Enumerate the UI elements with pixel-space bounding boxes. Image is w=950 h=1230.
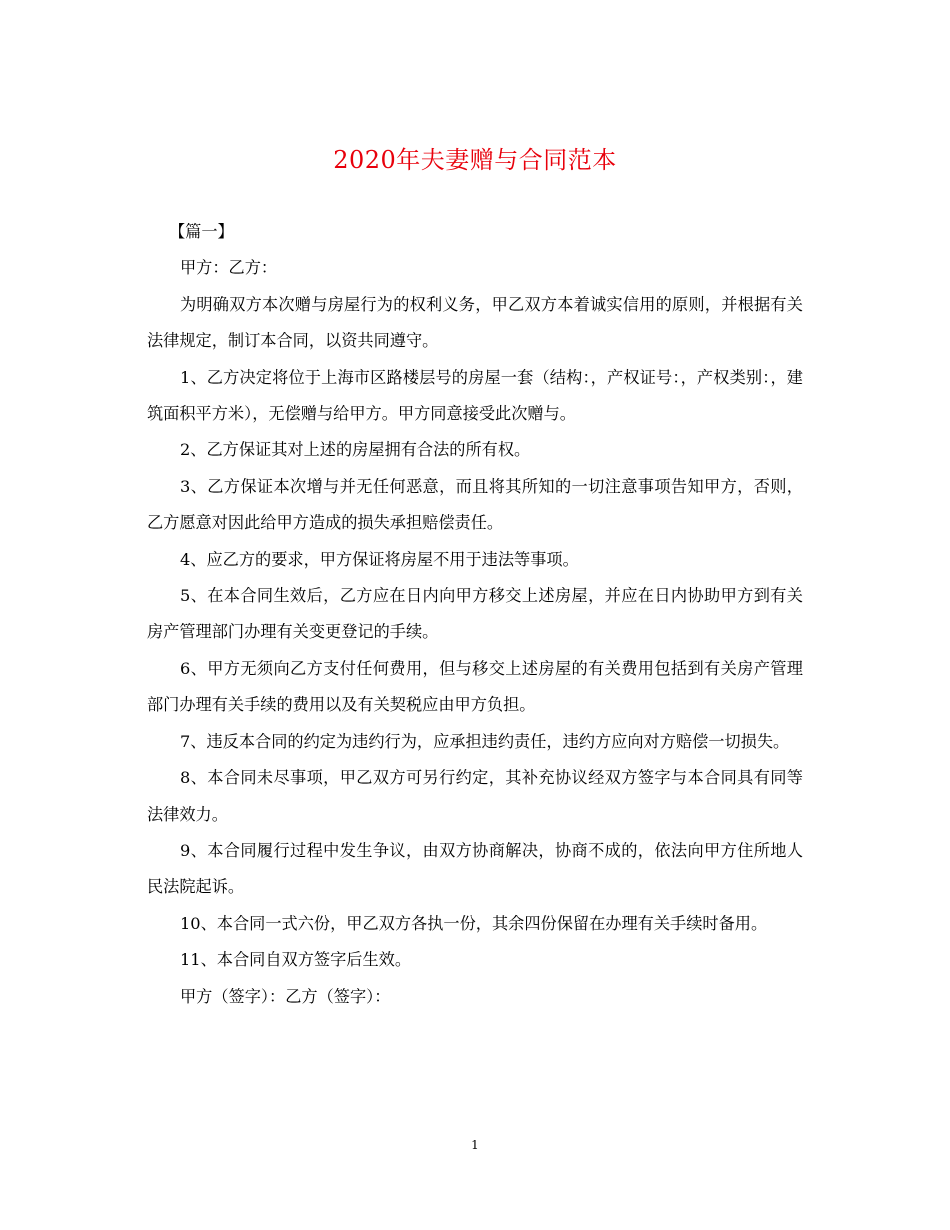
- clause-10: 10、本合同一式六份，甲乙双方各执一份，其余四份保留在办理有关手续时备用。: [180, 913, 768, 933]
- clause-11: 11、本合同自双方签字后生效。: [180, 950, 412, 970]
- clause-2: 2、乙方保证其对上述的房屋拥有合法的所有权。: [180, 440, 531, 460]
- page-number: 1: [471, 1138, 479, 1152]
- clause-1: 1、乙方决定将位于上海市区路楼层号的房屋一套（结构：，产权证号：，产权类别：，建筑面积平方米），无偿赠与给甲方。甲方同意接受此次赠与。: [147, 367, 803, 424]
- clause-5: 5、在本合同生效后，乙方应在日内向甲方移交上述房屋，并应在日内协助甲方到有关房产管理部门办理有关变更登记的手续。: [147, 586, 803, 642]
- clause-3: 3、乙方保证本次增与并无任何恶意，而且将其所知的一切注意事项告知甲方，否则，乙方愿意对因此给甲方造成的损失承担赔偿责任。: [147, 476, 803, 533]
- party-line: 甲方：乙方：: [180, 258, 278, 278]
- clause-6: 6、甲方无须向乙方支付任何费用，但与移交上述房屋的有关费用包括到有关房产管理部门办理有关手续的费用以及有关契税应由甲方负担。: [147, 658, 803, 715]
- document-title: 2020年夫妻赠与合同范本: [333, 146, 617, 174]
- clause-9: 9、本合同履行过程中发生争议，由双方协商解决，协商不成的，依法向甲方住所地人民法院起诉。: [147, 840, 803, 897]
- preamble-paragraph: 为明确双方本次赠与房屋行为的权利义务，甲乙双方本着诚实信用的原则，并根据有关法律规定，制订本合同，以资共同遵守。: [147, 294, 803, 351]
- clause-7: 7、违反本合同的约定为违约行为，应承担违约责任，违约方应向对方赔偿一切损失。: [180, 731, 790, 751]
- document-body: [147, 214, 803, 1015]
- section-heading: 【篇一】: [169, 222, 234, 241]
- signature-line: 甲方（签字）：乙方（签字）：: [180, 986, 391, 1006]
- clause-8: 8、本合同未尽事项，甲乙双方可另行约定，其补充协议经双方签字与本合同具有同等法律效力。: [147, 768, 803, 824]
- clause-4: 4、应乙方的要求，甲方保证将房屋不用于违法等事项。: [180, 549, 579, 569]
